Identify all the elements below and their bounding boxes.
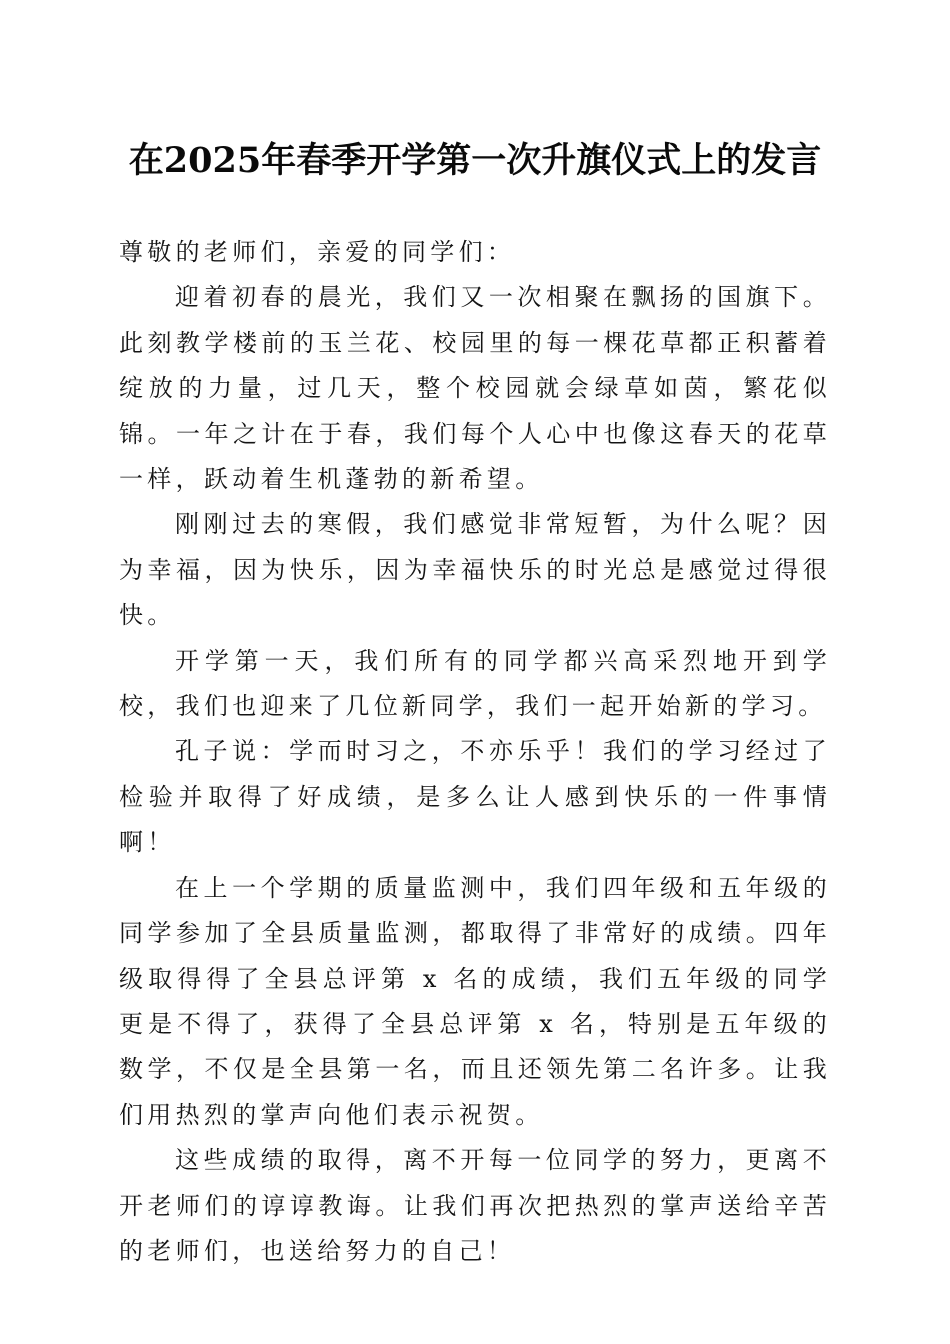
paragraph-5: 在上一个学期的质量监测中，我们四年级和五年级的同学参加了全县质量监测，都取得了非常好的成绩。四年级取得得了全县总评第 x 名的成绩，我们五年级的同学更是不得了，获得了全县总评第 x 名，特别是五年级的数学，不仅是全县第一名，而且还领先第二名许多。让我们用热烈的掌声向他们表示祝贺。 — [119, 873, 831, 1129]
paragraph-4: 孔子说：学而时习之，不亦乐乎！我们的学习经过了检验并取得了好成绩，是多么让人感到快乐的一件事情啊！ — [119, 737, 831, 857]
paragraph-1: 迎着初春的晨光，我们又一次相聚在飘扬的国旗下。此刻教学楼前的玉兰花、校园里的每一棵花草都正积蓄着绽放的力量，过几天，整个校园就会绿草如茵，繁花似锦。一年之计在于春，我们每个人心中也像这春天的花草一样，跃动着生机蓬勃的新希望。 — [119, 283, 831, 494]
document-body — [119, 230, 831, 1274]
document-title: 在2025年春季开学第一次升旗仪式上的发言 — [128, 140, 822, 181]
paragraph-6: 这些成绩的取得，离不开每一位同学的努力，更离不开老师们的谆谆教诲。让我们再次把热烈的掌声送给辛苦的老师们，也送给努力的自己！ — [119, 1146, 831, 1265]
paragraph-2: 刚刚过去的寒假，我们感觉非常短暂，为什么呢？因为幸福，因为快乐，因为幸福快乐的时光总是感觉过得很快。 — [119, 510, 831, 630]
paragraph-3: 开学第一天，我们所有的同学都兴高采烈地开到学校，我们也迎来了几位新同学，我们一起开始新的学习。 — [119, 646, 831, 721]
salutation: 尊敬的老师们，亲爱的同学们： — [119, 238, 516, 266]
